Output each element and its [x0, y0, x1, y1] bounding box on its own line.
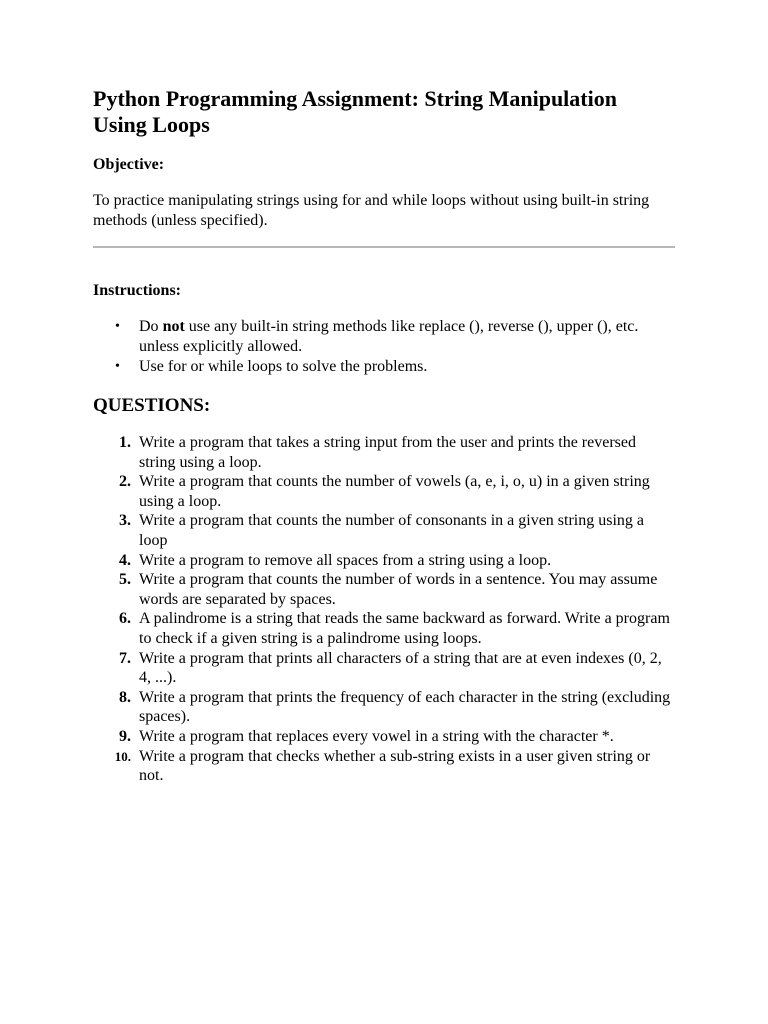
instructions-list	[93, 317, 675, 377]
question-item	[93, 472, 675, 511]
question-item	[93, 570, 675, 609]
question-item	[93, 649, 675, 688]
question-item	[93, 747, 675, 786]
bullet-icon: •	[115, 319, 120, 334]
instruction-text: Use for or while loops to solve the problems.	[139, 358, 428, 375]
instructions-heading: Instructions:	[93, 282, 182, 299]
question-text: Write a program that prints the frequency of each character in the string (excluding spaces).	[139, 688, 671, 726]
question-item	[93, 511, 675, 550]
question-text: Write a program that counts the number of vowels (a, e, i, o, u) in a given string using a loop.	[139, 473, 650, 510]
question-number: 6.	[119, 610, 131, 628]
question-text: Write a program that checks whether a sub-string exists in a user given string or not.	[139, 747, 651, 785]
question-item	[93, 609, 675, 648]
question-number: 1.	[119, 434, 131, 451]
document-page	[93, 86, 675, 785]
document-title: Python Programming Assignment: String Manipulation Using Loops	[93, 86, 617, 137]
question-text: Write a program that takes a string input from the user and prints the reversed string using a loop.	[139, 434, 636, 471]
instruction-text-suffix: use any built-in string methods like replace (), reverse (), upper (), etc. unless explicitly allowed.	[139, 318, 639, 355]
instruction-emphasis: not	[162, 318, 185, 335]
question-text: A palindrome is a string that reads the same backward as forward. Write a program to check if a given string is a palindrome using loops.	[139, 610, 670, 647]
question-number: 4.	[119, 551, 131, 569]
section-divider	[93, 246, 675, 248]
question-number: 3.	[119, 512, 131, 530]
question-text: Write a program that counts the number of consonants in a given string using a loop	[139, 512, 645, 549]
question-number: 5.	[119, 571, 131, 589]
questions-list	[93, 433, 675, 786]
question-text: Write a program that counts the number of words in a sentence. You may assume words are separated by spaces.	[139, 571, 658, 608]
instruction-text-prefix: Do	[139, 318, 163, 335]
question-text: Write a program that prints all characters of a string that are at even indexes (0, 2, 4, ...).	[139, 649, 662, 687]
question-text: Write a program that replaces every vowel in a string with the character *.	[139, 727, 614, 745]
question-number: 7.	[119, 649, 131, 667]
objective-heading: Objective:	[93, 156, 165, 173]
question-number: 8.	[119, 688, 131, 706]
bullet-icon: •	[115, 359, 120, 374]
questions-heading: QUESTIONS:	[93, 395, 211, 416]
question-text: Write a program to remove all spaces from a string using a loop.	[139, 551, 552, 569]
instruction-item	[93, 357, 675, 377]
objective-text: To practice manipulating strings using for and while loops without using built-in string methods (unless specified).	[93, 192, 650, 229]
question-number: 10.	[114, 748, 131, 764]
question-item	[93, 551, 675, 571]
question-item	[93, 727, 675, 747]
question-item	[93, 688, 675, 727]
question-number: 9.	[119, 727, 131, 745]
instruction-item	[93, 317, 675, 357]
question-number: 2.	[119, 473, 131, 491]
question-item	[93, 433, 675, 472]
